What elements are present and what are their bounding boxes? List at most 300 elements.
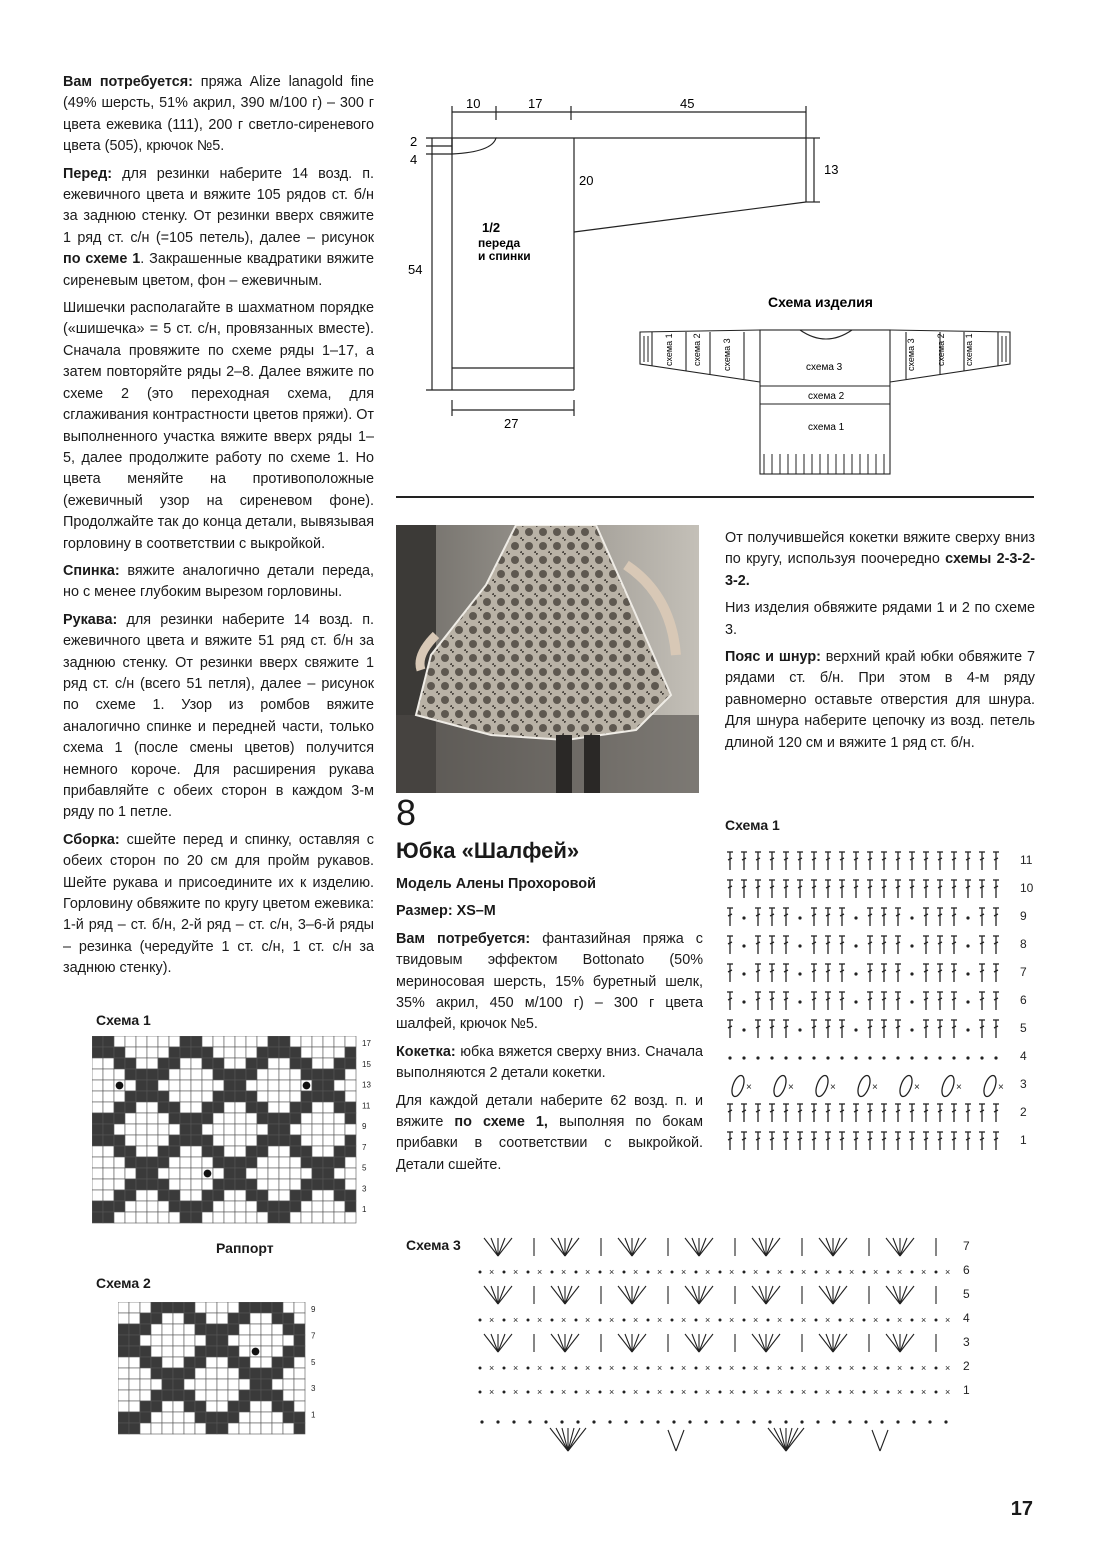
fan-symbol <box>484 1334 534 1352</box>
chain-symbol <box>938 1056 941 1059</box>
belt-text: верхний край юбки обвяжите 7 рядами ст. б/н. При этом в 4-м ряду равномерно оставьте отверстия для шнура. Для шнура наберите цепочку из возд. петель длиной 120 см и вяжите 1 ряд ст. б/н. <box>725 649 1035 751</box>
sc-symbol: × <box>777 1315 783 1325</box>
dim-label-27: 27 <box>504 416 519 431</box>
filled-cell <box>147 1157 158 1168</box>
empty-cell <box>129 1302 140 1313</box>
filled-cell <box>125 1179 136 1190</box>
dc-symbol <box>909 1132 915 1150</box>
chain-symbol <box>839 1319 842 1322</box>
empty-cell <box>191 1190 202 1201</box>
chain-symbol <box>966 916 969 919</box>
chain-symbol <box>503 1391 506 1394</box>
filled-cell <box>169 1058 180 1069</box>
edging-fan-symbol <box>768 1428 804 1451</box>
empty-cell <box>202 1069 213 1080</box>
chain-symbol <box>640 1420 643 1423</box>
empty-cell <box>114 1179 125 1190</box>
empty-cell <box>162 1412 173 1423</box>
sweater-instructions <box>63 72 374 986</box>
empty-cell <box>173 1401 184 1412</box>
empty-cell <box>268 1157 279 1168</box>
dc-symbol <box>895 1132 901 1150</box>
empty-cell <box>323 1047 334 1058</box>
fan-symbol <box>685 1238 735 1256</box>
skirt-photo <box>396 525 699 793</box>
dc-symbol <box>755 964 761 982</box>
filled-cell <box>294 1346 305 1357</box>
dc-symbol <box>783 992 789 1010</box>
sc-symbol: × <box>537 1315 543 1325</box>
filled-cell <box>213 1146 224 1157</box>
fan-symbol <box>618 1238 668 1256</box>
dc-symbol <box>741 880 747 898</box>
dc-symbol <box>839 908 845 926</box>
empty-cell <box>162 1357 173 1368</box>
empty-cell <box>206 1401 217 1412</box>
empty-cell <box>294 1401 305 1412</box>
dc-symbol <box>755 908 761 926</box>
dc-symbol <box>727 1104 733 1122</box>
filled-cell <box>184 1401 195 1412</box>
dim-label-4: 4 <box>410 152 418 167</box>
sc-symbol: × <box>489 1267 495 1277</box>
chain-symbol <box>910 916 913 919</box>
dc-symbol <box>769 1020 775 1038</box>
chain-symbol <box>848 1420 851 1423</box>
empty-cell <box>239 1423 250 1434</box>
filled-cell <box>173 1390 184 1401</box>
filled-cell <box>272 1368 283 1379</box>
row-number: 15 <box>362 1059 371 1069</box>
filled-cell <box>257 1135 268 1146</box>
filled-cell <box>257 1146 268 1157</box>
empty-cell <box>125 1047 136 1058</box>
empty-cell <box>250 1423 261 1434</box>
row-number: 9 <box>362 1122 367 1132</box>
empty-cell <box>217 1401 228 1412</box>
filled-cell <box>334 1102 345 1113</box>
empty-cell <box>213 1080 224 1091</box>
filled-cell <box>191 1135 202 1146</box>
row-number: 2 <box>1020 1105 1027 1119</box>
empty-cell <box>323 1135 334 1146</box>
filled-cell <box>103 1124 114 1135</box>
filled-cell <box>323 1168 334 1179</box>
chain-symbol <box>623 1367 626 1370</box>
circle-text-1: От получившейся кокетки вяжите сверху вниз по кругу, используя поочередно <box>725 530 1035 568</box>
empty-cell <box>239 1379 250 1390</box>
dc-symbol <box>993 1020 999 1038</box>
filled-cell <box>195 1346 206 1357</box>
filled-cell <box>272 1302 283 1313</box>
dc-symbol <box>895 964 901 982</box>
empty-cell <box>294 1357 305 1368</box>
filled-cell <box>103 1036 114 1047</box>
sc-symbol: × <box>657 1315 663 1325</box>
empty-cell <box>235 1047 246 1058</box>
filled-cell <box>312 1069 323 1080</box>
empty-cell <box>224 1113 235 1124</box>
empty-cell <box>136 1036 147 1047</box>
yoke-text: юбка вяжется сверху вниз. Сначала выполняются 2 детали кокетки. <box>396 1043 703 1082</box>
dc-symbol <box>881 852 887 870</box>
empty-cell <box>272 1335 283 1346</box>
filled-cell <box>140 1357 151 1368</box>
filled-cell <box>136 1168 147 1179</box>
filled-cell <box>180 1036 191 1047</box>
empty-cell <box>246 1212 257 1223</box>
empty-cell <box>173 1335 184 1346</box>
sc-symbol: × <box>801 1387 807 1397</box>
row-number: 17 <box>362 1039 371 1048</box>
dc-symbol <box>979 992 985 1010</box>
empty-cell <box>129 1401 140 1412</box>
dc-symbol <box>867 964 873 982</box>
empty-cell <box>294 1379 305 1390</box>
sc-symbol: × <box>489 1363 495 1373</box>
chain-symbol <box>826 1056 829 1059</box>
empty-cell <box>323 1201 334 1212</box>
dc-symbol <box>811 992 817 1010</box>
chain-symbol <box>647 1367 650 1370</box>
empty-cell <box>312 1124 323 1135</box>
front-paragraph <box>63 164 374 292</box>
chain-symbol <box>911 1391 914 1394</box>
empty-cell <box>261 1401 272 1412</box>
chain-symbol <box>880 1420 883 1423</box>
dc-symbol <box>979 908 985 926</box>
dc-symbol <box>867 908 873 926</box>
chain-symbol <box>527 1367 530 1370</box>
dc-symbol <box>979 964 985 982</box>
empty-cell <box>158 1212 169 1223</box>
filled-cell <box>195 1357 206 1368</box>
empty-cell <box>136 1124 147 1135</box>
filled-cell <box>246 1190 257 1201</box>
chain-symbol <box>575 1319 578 1322</box>
model-line <box>396 874 703 895</box>
dc-symbol <box>727 1132 733 1150</box>
sc-symbol: × <box>998 1082 1004 1093</box>
chain-symbol <box>910 1000 913 1003</box>
filled-cell <box>162 1302 173 1313</box>
dc-symbol <box>811 852 817 870</box>
dc-symbol <box>811 1132 817 1150</box>
filled-cell <box>323 1080 334 1091</box>
chain-symbol <box>896 1056 899 1059</box>
empty-cell <box>279 1146 290 1157</box>
empty-cell <box>268 1102 279 1113</box>
sc-symbol: × <box>657 1387 663 1397</box>
chain-symbol <box>527 1319 530 1322</box>
empty-cell <box>140 1335 151 1346</box>
filled-cell <box>92 1212 103 1223</box>
empty-cell <box>290 1179 301 1190</box>
filled-cell <box>202 1146 213 1157</box>
chain-symbol <box>798 1056 801 1059</box>
chain-symbol <box>816 1420 819 1423</box>
dim-label-10: 10 <box>466 96 481 111</box>
filled-cell <box>268 1124 279 1135</box>
chain-symbol <box>798 972 801 975</box>
filled-cell <box>283 1346 294 1357</box>
empty-cell <box>169 1069 180 1080</box>
row-number: 5 <box>1020 1021 1027 1035</box>
empty-cell <box>195 1368 206 1379</box>
filled-cell <box>114 1135 125 1146</box>
filled-cell <box>195 1324 206 1335</box>
dc-symbol <box>839 1020 845 1038</box>
empty-cell <box>202 1091 213 1102</box>
empty-cell <box>180 1080 191 1091</box>
empty-cell <box>235 1146 246 1157</box>
empty-cell <box>345 1069 356 1080</box>
filled-cell <box>257 1190 268 1201</box>
filled-cell <box>257 1058 268 1069</box>
empty-cell <box>169 1036 180 1047</box>
empty-cell <box>228 1335 239 1346</box>
dc-symbol <box>951 1132 957 1150</box>
fan-symbol <box>886 1286 936 1304</box>
chain-symbol <box>575 1367 578 1370</box>
empty-cell <box>257 1212 268 1223</box>
empty-cell <box>180 1157 191 1168</box>
fan-symbol <box>886 1334 936 1352</box>
filled-cell <box>268 1135 279 1146</box>
chain-symbol <box>503 1271 506 1274</box>
chain-symbol <box>496 1420 499 1423</box>
filled-cell <box>290 1058 301 1069</box>
chain-symbol <box>671 1319 674 1322</box>
sc-symbol: × <box>585 1315 591 1325</box>
filled-cell <box>345 1058 356 1069</box>
empty-cell <box>206 1357 217 1368</box>
empty-cell <box>213 1036 224 1047</box>
dc-symbol <box>867 852 873 870</box>
empty-cell <box>239 1335 250 1346</box>
empty-cell <box>312 1212 323 1223</box>
dc-symbol <box>825 908 831 926</box>
sc-symbol: × <box>633 1363 639 1373</box>
dc-symbol <box>769 880 775 898</box>
empty-cell <box>147 1124 158 1135</box>
dc-symbol <box>769 1132 775 1150</box>
filled-cell <box>294 1423 305 1434</box>
empty-cell <box>250 1401 261 1412</box>
chain-symbol <box>815 1319 818 1322</box>
dc-symbol <box>755 936 761 954</box>
sc-symbol: × <box>609 1363 615 1373</box>
empty-cell <box>158 1135 169 1146</box>
empty-cell <box>162 1346 173 1357</box>
filled-cell <box>184 1357 195 1368</box>
empty-cell <box>129 1368 140 1379</box>
chain-symbol <box>599 1391 602 1394</box>
sc-symbol: × <box>945 1363 951 1373</box>
sc-symbol: × <box>753 1363 759 1373</box>
empty-cell <box>250 1357 261 1368</box>
dc-symbol <box>825 1104 831 1122</box>
scheme-1-left-title: Схема 1 <box>96 1012 151 1028</box>
empty-cell <box>301 1124 312 1135</box>
empty-cell <box>92 1058 103 1069</box>
sc-symbol: × <box>873 1363 879 1373</box>
filled-cell <box>345 1146 356 1157</box>
dc-symbol <box>783 908 789 926</box>
empty-cell <box>162 1324 173 1335</box>
dc-symbol <box>755 880 761 898</box>
empty-cell <box>169 1157 180 1168</box>
filled-cell <box>246 1069 257 1080</box>
project-number: 8 <box>396 792 417 833</box>
filled-cell <box>136 1091 147 1102</box>
sc-symbol: × <box>537 1267 543 1277</box>
chain-symbol <box>695 1391 698 1394</box>
empty-cell <box>228 1368 239 1379</box>
empty-cell <box>158 1113 169 1124</box>
filled-cell <box>301 1179 312 1190</box>
filled-cell <box>169 1146 180 1157</box>
empty-cell <box>147 1036 158 1047</box>
empty-cell <box>228 1379 239 1390</box>
filled-cell <box>334 1179 345 1190</box>
filled-cell <box>268 1036 279 1047</box>
model-label: Модель Алены Прохоровой <box>396 876 596 892</box>
row-number: 7 <box>963 1239 970 1253</box>
filled-cell <box>283 1313 294 1324</box>
empty-cell <box>250 1324 261 1335</box>
dc-symbol <box>951 1104 957 1122</box>
dc-symbol <box>951 908 957 926</box>
chain-symbol <box>980 1056 983 1059</box>
empty-cell <box>213 1201 224 1212</box>
filled-cell <box>125 1058 136 1069</box>
sc-symbol: × <box>849 1315 855 1325</box>
filled-cell <box>235 1179 246 1190</box>
dc-symbol <box>923 1104 929 1122</box>
filled-cell <box>162 1390 173 1401</box>
empty-cell <box>114 1168 125 1179</box>
empty-cell <box>345 1212 356 1223</box>
filled-cell <box>224 1157 235 1168</box>
empty-cell <box>103 1069 114 1080</box>
empty-cell <box>114 1124 125 1135</box>
filled-cell <box>169 1135 180 1146</box>
empty-cell <box>334 1212 345 1223</box>
filled-cell <box>206 1412 217 1423</box>
chain-symbol <box>551 1271 554 1274</box>
row-number: 5 <box>963 1287 970 1301</box>
filled-cell <box>213 1190 224 1201</box>
chain-symbol <box>791 1271 794 1274</box>
filled-cell <box>195 1401 206 1412</box>
sc-symbol: × <box>729 1387 735 1397</box>
dc-symbol <box>895 908 901 926</box>
chain-symbol <box>911 1319 914 1322</box>
chain-symbol <box>911 1367 914 1370</box>
empty-cell <box>202 1080 213 1091</box>
filled-cell <box>334 1190 345 1201</box>
chain-symbol <box>800 1420 803 1423</box>
dim-label-54: 54 <box>408 262 423 277</box>
empty-cell <box>169 1091 180 1102</box>
chain-symbol <box>784 1420 787 1423</box>
dc-symbol <box>727 992 733 1010</box>
filled-cell <box>323 1069 334 1080</box>
empty-cell <box>184 1324 195 1335</box>
sc-symbol: × <box>705 1363 711 1373</box>
filled-cell <box>345 1102 356 1113</box>
empty-cell <box>224 1201 235 1212</box>
piece-label-1: 1/2 <box>482 220 501 235</box>
filled-cell <box>261 1379 272 1390</box>
dc-symbol <box>965 1104 971 1122</box>
empty-cell <box>213 1124 224 1135</box>
empty-cell <box>290 1069 301 1080</box>
chain-symbol <box>551 1319 554 1322</box>
empty-cell <box>323 1102 334 1113</box>
filled-cell <box>246 1102 257 1113</box>
filled-cell <box>345 1113 356 1124</box>
filled-cell <box>169 1190 180 1201</box>
dc-symbol <box>923 1020 929 1038</box>
filled-cell <box>136 1179 147 1190</box>
filled-cell <box>294 1335 305 1346</box>
sc-symbol: × <box>777 1267 783 1277</box>
filled-cell <box>158 1190 169 1201</box>
row-number: 1 <box>1020 1133 1027 1147</box>
edging-v-symbol <box>872 1430 888 1451</box>
filled-cell <box>129 1335 140 1346</box>
chain-symbol <box>624 1420 627 1423</box>
dc-symbol <box>881 964 887 982</box>
materials-label: Вам потребуется: <box>63 74 193 90</box>
dc-symbol <box>937 852 943 870</box>
fan-symbol <box>484 1238 534 1256</box>
empty-cell <box>323 1036 334 1047</box>
dc-symbol <box>811 1020 817 1038</box>
filled-cell <box>136 1069 147 1080</box>
chain-symbol <box>798 1028 801 1031</box>
chain-symbol <box>576 1420 579 1423</box>
dc-symbol <box>979 1020 985 1038</box>
empty-cell <box>224 1036 235 1047</box>
filled-cell <box>191 1201 202 1212</box>
sc-symbol: × <box>914 1082 920 1093</box>
empty-cell <box>136 1201 147 1212</box>
filled-cell <box>301 1146 312 1157</box>
chain-symbol <box>599 1319 602 1322</box>
filled-cell <box>213 1069 224 1080</box>
fan-symbol <box>685 1334 735 1352</box>
skirt-title: Юбка «Шалфей» <box>396 838 580 863</box>
chain-symbol <box>966 1028 969 1031</box>
scheme-1-right-title: Схема 1 <box>725 817 780 833</box>
empty-cell <box>129 1379 140 1390</box>
filled-cell <box>301 1102 312 1113</box>
chain-symbol <box>935 1391 938 1394</box>
empty-cell <box>147 1058 158 1069</box>
chain-symbol <box>752 1420 755 1423</box>
row-number: 7 <box>1020 965 1027 979</box>
chain-symbol <box>966 972 969 975</box>
empty-cell <box>191 1179 202 1190</box>
filled-cell <box>283 1401 294 1412</box>
dc-symbol <box>937 1132 943 1150</box>
empty-cell <box>129 1357 140 1368</box>
empty-cell <box>246 1113 257 1124</box>
empty-cell <box>206 1302 217 1313</box>
